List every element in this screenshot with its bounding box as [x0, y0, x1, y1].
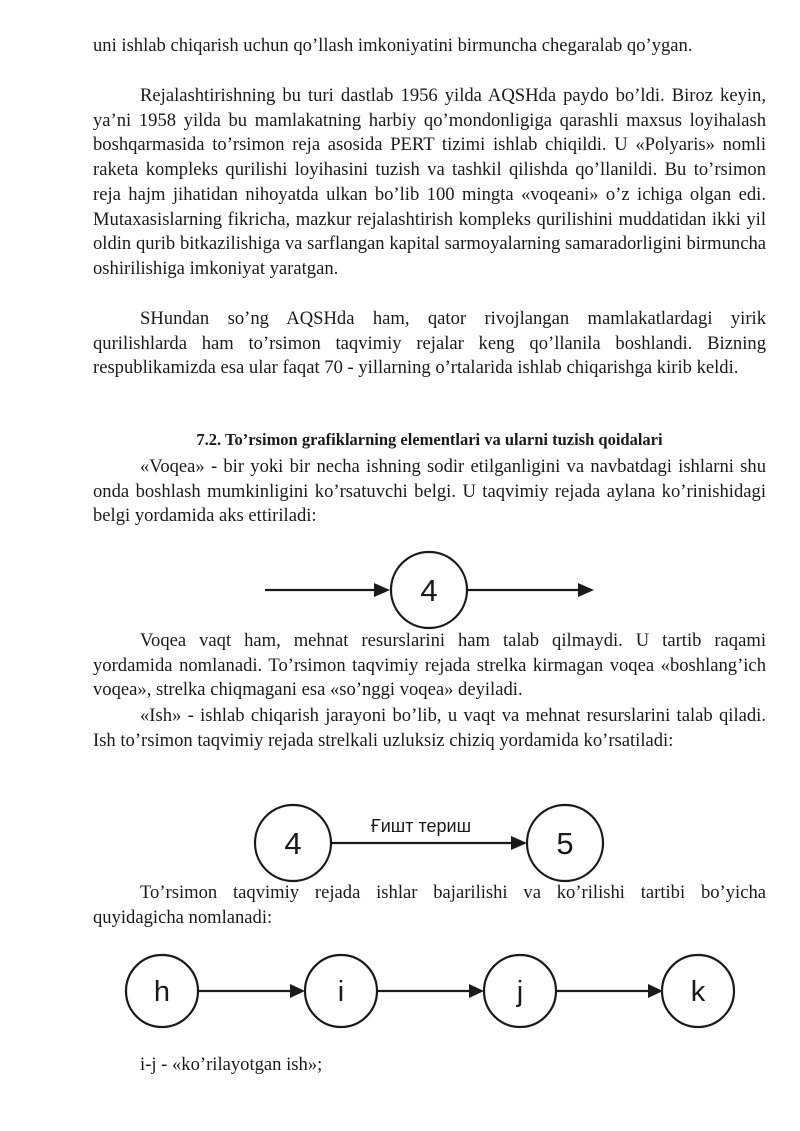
node-i-label: i: [337, 976, 345, 1008]
outgoing-arrowhead: [578, 583, 594, 597]
arrow-j-k-head: [648, 984, 663, 998]
sequence-diagram: [0, 953, 800, 1033]
paragraph-event-definition: «Voqea» - bir yoki bir necha ishning sodir etilganligini va navbatdagi ishlarni shu onda boshlash mumkinligini ko’rsatuvchi belgi. U taqvimiy rejada aylana ko’rinishidagi belgi yordamida aks ettiriladi:: [93, 456, 766, 527]
work-diagram: [0, 803, 800, 883]
work-arrow-label: Ғишт териш: [370, 816, 472, 836]
node-h-label: h: [153, 976, 171, 1008]
arrow-i-j-head: [469, 984, 484, 998]
paragraph-history: Rejalashtirishning bu turi dastlab 1956 yilda AQSHda paydo bo’ldi. Biroz keyin, ya’ni 1958 yilda bu mamlakatning harbiy qo’mondonligiga qarashli maxsus loyihalash boshqarmasida to’rsimon reja asosida PERT tizimi ishlab chiqildi. U «Polyaris» nomli raketa kompleks qurilishi loyihasini tuzish va tashkil qilishda qo’llanildi. Bu to’rsimon reja hajm jihatidan nihoyatda ulkan bo’lib 100 mingta «voqeani» o’z ichiga olgan edi. Mutaxasislarning fikricha, mazkur rejalashtirish kompleks qurilishini muddatidan ikki yil oldin qurib bitkazilishiga va sarflangan kapital sarmoyalarning samaradorligini birmuncha oshirilishiga imkoniyat yaratgan.: [93, 85, 766, 279]
event-node-label: 4: [420, 573, 438, 608]
paragraph-adoption: SHundan so’ng AQSHda ham, qator rivojlangan mamlakatlardagi yirik qurilishlarda ham to’rsimon taqvimiy rejalar keng qo’llanila boshlandi. Bizning respublikamizda esa ular faqat 70 - yillarning o’rtalarida ishlab chiqarishga kirib keldi.: [93, 308, 766, 379]
arrow-h-i-head: [290, 984, 305, 998]
paragraph-current-work: i-j - «ko’rilayotgan ish»;: [140, 1054, 323, 1075]
work-start-node-label: 4: [284, 826, 302, 861]
work-arrowhead: [511, 836, 527, 850]
event-diagram: [0, 550, 800, 630]
work-end-node-label: 5: [556, 826, 574, 861]
node-j-label: j: [516, 976, 524, 1008]
paragraph-work-naming: To’rsimon taqvimiy rejada ishlar bajarilishi va ko’rilishi tartibi bo’yicha quyidagicha nomlanadi:: [93, 882, 766, 928]
paragraph-event-properties: Voqea vaqt ham, mehnat resurslarini ham talab qilmaydi. U tartib raqami yordamida nomlanadi. To’rsimon taqvimiy rejada strelka kirmagan voqea «boshlang’ich voqea», strelka chiqmagani esa «so’nggi voqea» deyiladi.: [93, 630, 766, 701]
section-heading: 7.2. To’rsimon grafiklarning elementlari va ularni tuzish qoidalari: [196, 430, 663, 449]
node-k-label: k: [690, 976, 706, 1008]
incoming-arrowhead: [374, 583, 390, 597]
paragraph-continuation: uni ishlab chiqarish uchun qo’llash imkoniyatini birmuncha chegaralab qo’ygan.: [93, 35, 693, 56]
paragraph-work-definition: «Ish» - ishlab chiqarish jarayoni bo’lib, u vaqt va mehnat resurslarini talab qiladi. Ish to’rsimon taqvimiy rejada strelkali uzluksiz chiziq yordamida ko’rsatiladi:: [93, 705, 766, 751]
